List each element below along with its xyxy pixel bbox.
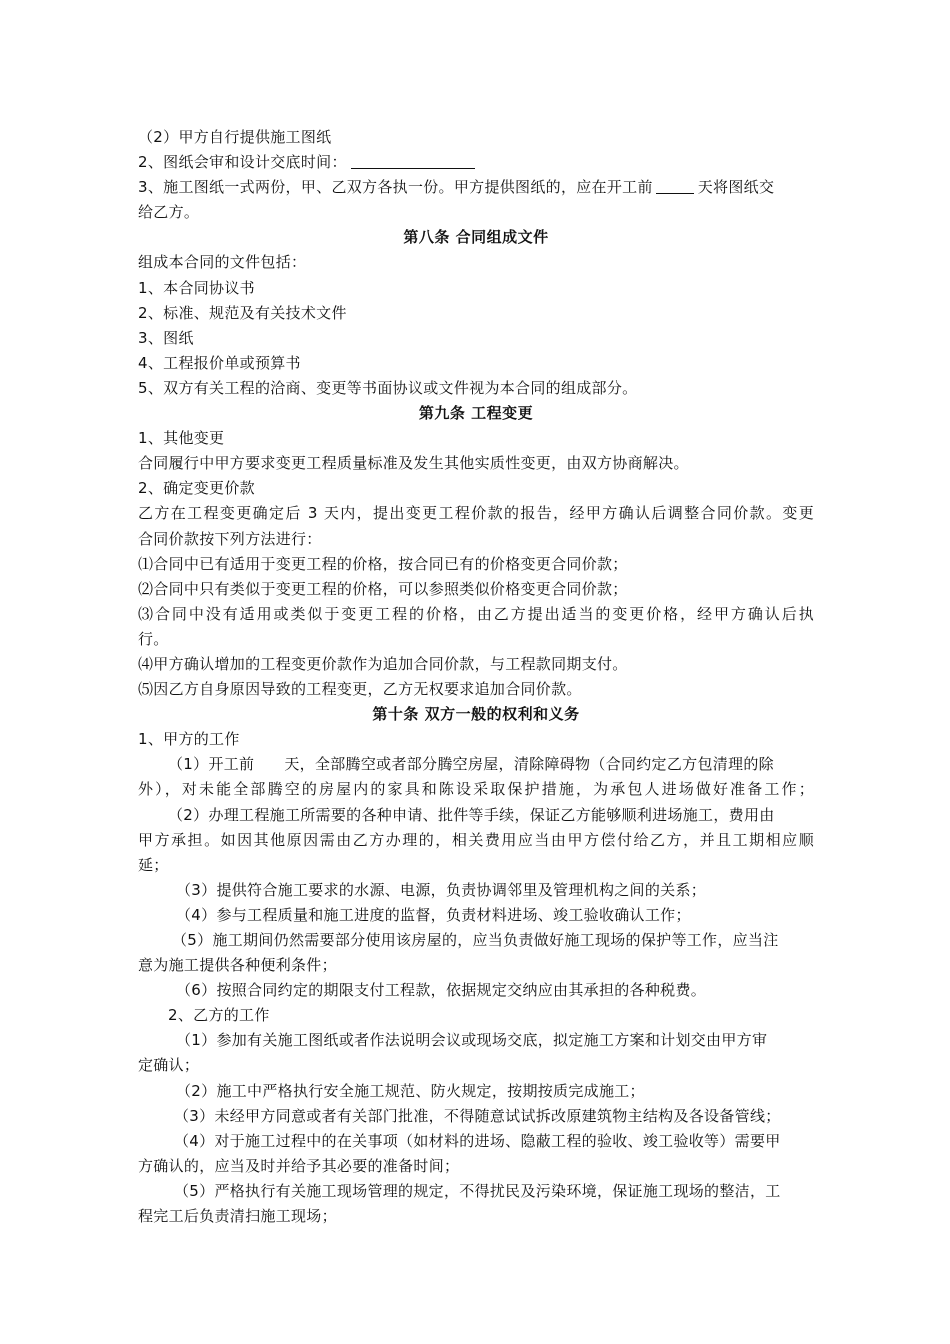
list-item: 甲方承担。如因其他原因需由乙方办理的，相关费用应当由甲方偿付给乙方，并且工期相应顺 [138,830,814,849]
list-item: 意为施工提供各种便利条件； [138,956,337,975]
list-item: 程完工后负责清扫施工现场； [138,1207,337,1226]
list-item: （4）参与工程质量和施工进度的监督，负责材料进场、竣工验收确认工作； [176,905,691,924]
list-item [138,752,814,777]
list-item: 方确认的，应当及时并给予其必要的准备时间； [138,1156,460,1175]
text-segment: 3、施工图纸一式两份，甲、乙双方各执一份。甲方提供图纸的，应在开工前 [138,178,653,197]
paragraph [138,150,814,175]
list-item: 5、双方有关工程的洽商、变更等书面协议或文件视为本合同的组成部分。 [138,378,638,397]
list-item: （6）按照合同约定的期限支付工程款，依据规定交纳应由其承担的各种税费。 [176,981,707,1000]
paragraph [138,175,814,200]
text-segment: 2、图纸会审和设计交底时间： [138,153,347,172]
list-item: （2）办理工程施工所需要的各种申请、批件等手续，保证乙方能够顺利进场施工，费用由 [168,805,775,824]
list-item: 2、标准、规范及有关技术文件 [138,303,347,322]
list-item: 3、图纸 [138,328,194,347]
text-segment: 天，全部腾空或者部分腾空房屋，清除障碍物（合同约定乙方包清理的除 [284,755,774,774]
text-segment: （1）开工前 [168,755,255,774]
list-item: （3）提供符合施工要求的水源、电源，负责协调邻里及管理机构之间的关系； [176,880,707,899]
list-item: （3）未经甲方同意或者有关部门批准，不得随意试试拆改原建筑物主结构及各设备管线； [174,1106,781,1125]
paragraph: 1、甲方的工作 [138,730,240,749]
list-item: ⑷甲方确认增加的工程变更价款作为追加合同价款，与工程款同期支付。 [138,654,628,673]
list-item: ⑴合同中已有适用于变更工程的价格，按合同已有的价格变更合同价款； [138,554,628,573]
list-item: 外），对未能全部腾空的房屋内的家具和陈设采取保护措施，为承包人进场做好准备工作； [138,780,814,799]
list-item: 延； [138,855,169,874]
paragraph: 2、乙方的工作 [168,1006,270,1025]
article-heading: 第九条 工程变更 [418,404,534,423]
paragraph: 合同价款按下列方法进行： [138,529,322,548]
list-item: 行。 [138,629,169,648]
list-item: ⑸因乙方自身原因导致的工程变更，乙方无权要求追加合同价款。 [138,680,582,699]
list-item: （1）参加有关施工图纸或者作法说明会议或现场交底，拟定施工方案和计划交由甲方审 [176,1031,768,1050]
paragraph: （2）甲方自行提供施工图纸 [138,128,332,146]
list-item: （4）对于施工过程中的在关事项（如材料的进场、隐蔽工程的验收、竣工验收等）需要甲 [174,1131,781,1150]
paragraph: 组成本合同的文件包括： [138,253,307,272]
list-item: 定确认； [138,1056,200,1075]
paragraph: 合同履行中甲方要求变更工程质量标准及发生其他实质性变更，由双方协商解决。 [138,454,689,473]
article-heading: 第十条 双方一般的权利和义务 [372,705,580,724]
list-item: ⑵合同中只有类似于变更工程的价格，可以参照类似价格变更合同价款； [138,579,628,598]
text-segment: 天将图纸交 [697,178,775,197]
list-item: （5）施工期间仍然需要部分使用该房屋的，应当负责做好施工现场的保护等工作，应当注 [172,931,779,949]
list-item: （2）施工中严格执行安全施工规范、防火规定，按期按质完成施工； [176,1081,645,1100]
list-item: （5）严格执行有关施工现场管理的规定，不得扰民及污染环境，保证施工现场的整洁，工 [174,1181,781,1200]
paragraph: 乙方在工程变更确定后 3 天内，提出变更工程价款的报告，经甲方确认后调整合同价款。变更 [138,504,814,523]
list-item: 1、本合同协议书 [138,278,255,297]
paragraph: 给乙方。 [138,203,200,222]
fill-in-blank[interactable] [656,177,694,194]
list-item: ⑶合同中没有适用或类似于变更工程的价格，由乙方提出适当的变更价格，经甲方确认后执 [138,604,814,623]
document-body [138,125,814,1229]
list-item: 4、工程报价单或预算书 [138,353,301,372]
article-heading: 第八条 合同组成文件 [403,228,549,247]
paragraph: 1、其他变更 [138,429,225,448]
fill-in-blank[interactable] [351,152,475,169]
paragraph: 2、确定变更价款 [138,479,255,498]
